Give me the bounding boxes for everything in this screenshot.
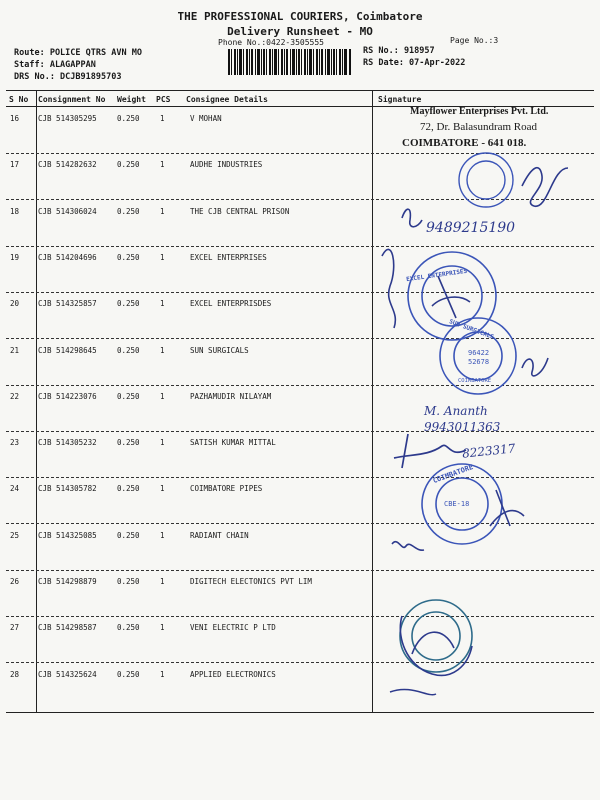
row-consignment: CJB 514298645	[38, 346, 97, 355]
prison-phone-handwritten: 9489215190	[426, 220, 516, 236]
row-pcs: 1	[160, 207, 165, 216]
row-weight: 0.250	[117, 114, 140, 123]
row-weight: 0.250	[117, 346, 140, 355]
mayflower-line1: Mayflower Enterprises Pvt. Ltd.	[410, 106, 549, 117]
pazhamudir-phone-handwritten: 9943011363	[424, 420, 501, 434]
row-sno: 23	[10, 438, 20, 447]
table-top-border	[6, 90, 594, 91]
row-consignment: CJB 514204696	[38, 253, 97, 262]
row-weight: 0.250	[117, 160, 140, 169]
table-bottom-border	[6, 712, 594, 713]
radiant-signature	[392, 542, 424, 551]
row-consignment: CJB 514223076	[38, 392, 97, 401]
pipes-stamp-code: CBE-18	[444, 500, 470, 508]
row-consignee: THE CJB CENTRAL PRISON	[190, 207, 290, 216]
row-consignment: CJB 514298879	[38, 577, 97, 586]
veni-signature	[400, 616, 472, 675]
row-consignee: PAZHAMUDIR NILAYAM	[190, 392, 272, 401]
excel-stamp-text: EXCEL ENTERPRISES	[405, 267, 468, 284]
row-divider	[6, 616, 594, 617]
row-pcs: 1	[160, 114, 165, 123]
row-consignment: CJB 514325624	[38, 670, 97, 679]
row-divider	[6, 199, 594, 200]
row-pcs: 1	[160, 299, 165, 308]
row-sno: 19	[10, 253, 20, 262]
row-divider	[6, 338, 594, 339]
row-sno: 26	[10, 577, 20, 586]
row-divider	[6, 523, 594, 524]
row-consignee: AUDHE INDUSTRIES	[190, 160, 263, 169]
row-consignment: CJB 514305295	[38, 114, 97, 123]
row-sno: 21	[10, 346, 20, 355]
row-divider	[6, 477, 594, 478]
row-sno: 22	[10, 392, 20, 401]
page-number: Page No.:3	[450, 36, 499, 45]
row-consignee: RADIANT CHAIN	[190, 531, 249, 540]
row-pcs: 1	[160, 392, 165, 401]
row-consignee: APPLIED ELECTRONICS	[190, 670, 276, 679]
sun-stamp-phone1: 96422	[468, 349, 490, 357]
row-sno: 27	[10, 623, 20, 632]
col-pcs: PCS	[156, 95, 171, 104]
row-pcs: 1	[160, 438, 165, 447]
row-consignee: EXCEL ENTERPRISDES	[190, 299, 272, 308]
mittal-signature	[394, 434, 466, 468]
row-consignee: SUN SURGICALS	[190, 346, 249, 355]
mayflower-line2: 72, Dr. Balasundram Road	[420, 121, 538, 133]
runsheet-subtitle: Delivery Runsheet - MO	[227, 25, 373, 38]
row-pcs: 1	[160, 253, 165, 262]
rs-number: RS No.: 918957	[363, 46, 435, 56]
row-sno: 24	[10, 484, 20, 493]
row-divider	[6, 431, 594, 432]
row-consignee: V MOHAN	[190, 114, 222, 123]
column-divider	[36, 90, 37, 712]
row-sno: 18	[10, 207, 20, 216]
row-consignment: CJB 514298587	[38, 623, 97, 632]
sun-stamp-phone2: 52678	[468, 358, 490, 366]
row-divider	[6, 246, 594, 247]
col-consignee: Consignee Details	[186, 95, 268, 104]
col-signature: Signature	[378, 95, 422, 104]
pazhamudir-name-handwritten: M. Ananth	[424, 404, 488, 418]
col-weight: Weight	[117, 95, 146, 104]
route-label: Route: POLICE QTRS AVN MO	[14, 48, 142, 58]
col-consignment: Consignment No	[38, 95, 106, 104]
row-weight: 0.250	[117, 299, 140, 308]
sun-stamp-city: COIMBATORE	[458, 378, 492, 384]
row-sno: 17	[10, 160, 20, 169]
runsheet-title: THE PROFESSIONAL COURIERS, Coimbatore	[177, 10, 423, 23]
mayflower-line3: COIMBATORE - 641 018.	[402, 137, 527, 149]
row-consignee: EXCEL ENTERPRISES	[190, 253, 267, 262]
row-divider	[6, 385, 594, 386]
row-divider	[6, 153, 594, 154]
sun-signature	[522, 358, 548, 376]
row-pcs: 1	[160, 577, 165, 586]
row-consignment: CJB 514282632	[38, 160, 97, 169]
row-weight: 0.250	[117, 670, 140, 679]
row-divider	[6, 570, 594, 571]
row-consignee: SATISH KUMAR MITTAL	[190, 438, 276, 447]
row-sno: 16	[10, 114, 20, 123]
row-consignment: CJB 514305232	[38, 438, 97, 447]
row-pcs: 1	[160, 484, 165, 493]
row-consignment: CJB 514325085	[38, 531, 97, 540]
phone-number: Phone No.:0422-3505555	[218, 38, 324, 47]
mittal-number-handwritten: 8223317	[461, 441, 517, 461]
row-consignment: CJB 514306024	[38, 207, 97, 216]
row-weight: 0.250	[117, 531, 140, 540]
pipes-stamp-text: COIMBATORE	[431, 463, 475, 485]
excel-signature	[382, 249, 470, 328]
row-consignment: CJB 514305782	[38, 484, 97, 493]
row-sno: 28	[10, 670, 20, 679]
row-divider	[6, 662, 594, 663]
barcode-image	[228, 49, 352, 75]
row-weight: 0.250	[117, 623, 140, 632]
applied-signature	[390, 689, 436, 694]
row-consignee: VENI ELECTRIC P LTD	[190, 623, 276, 632]
row-pcs: 1	[160, 160, 165, 169]
rs-date: RS Date: 07-Apr-2022	[363, 58, 466, 68]
drs-number: DRS No.: DCJB91895703	[14, 72, 122, 82]
row-weight: 0.250	[117, 577, 140, 586]
pipes-signature	[490, 490, 524, 526]
row-pcs: 1	[160, 531, 165, 540]
row-weight: 0.250	[117, 438, 140, 447]
row-pcs: 1	[160, 670, 165, 679]
row-pcs: 1	[160, 623, 165, 632]
row-consignee: COIMBATORE PIPES	[190, 484, 263, 493]
row-consignee: DIGITECH ELECTONICS PVT LIM	[190, 577, 312, 586]
row-consignment: CJB 514325857	[38, 299, 97, 308]
column-divider	[372, 90, 373, 712]
staff-label: Staff: ALAGAPPAN	[14, 60, 96, 70]
row-weight: 0.250	[117, 253, 140, 262]
prison-signature	[402, 209, 422, 227]
col-sno: S No	[9, 95, 29, 104]
excel-stamp	[405, 252, 496, 340]
sun-stamp-text: SUN SURGICALS	[448, 318, 495, 341]
row-pcs: 1	[160, 346, 165, 355]
row-divider	[6, 292, 594, 293]
row-weight: 0.250	[117, 392, 140, 401]
row-sno: 20	[10, 299, 20, 308]
row-sno: 25	[10, 531, 20, 540]
mayflower-signature	[522, 168, 568, 207]
row-weight: 0.250	[117, 207, 140, 216]
row-weight: 0.250	[117, 484, 140, 493]
